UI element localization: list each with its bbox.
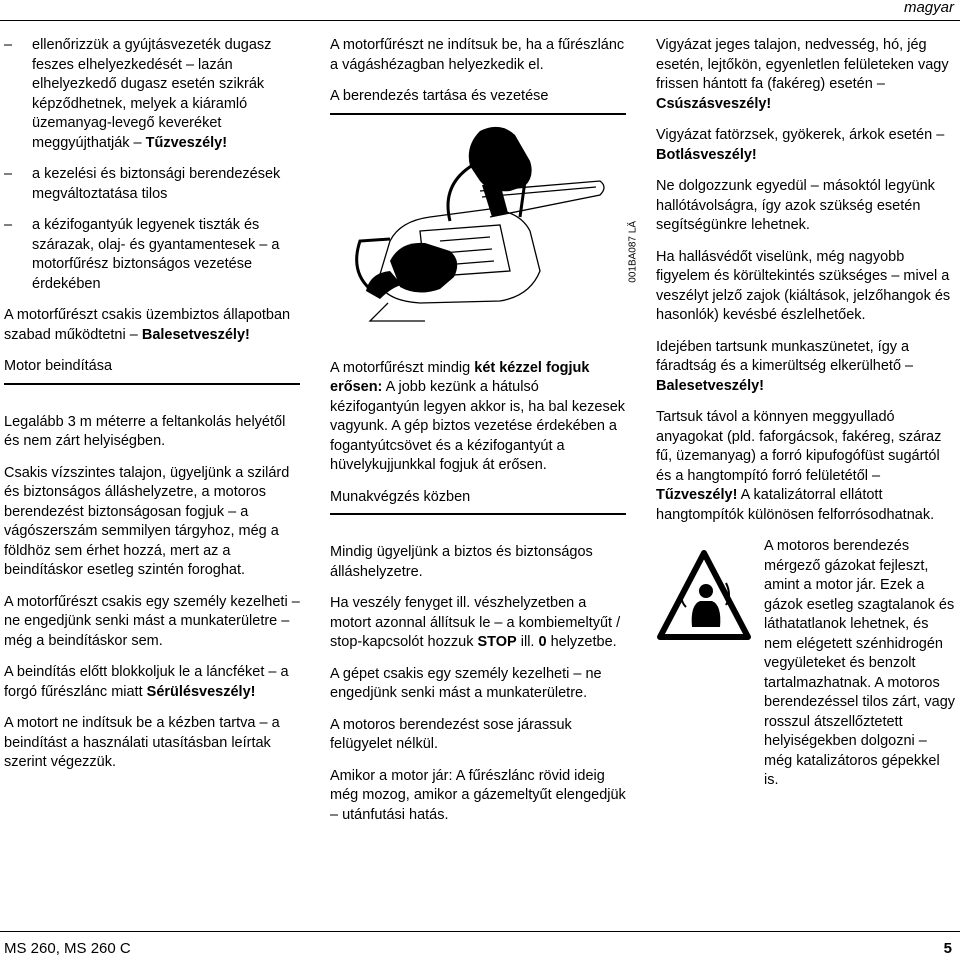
- paragraph-gas: A motoros berendezés mérgező gázokat fejleszt, amint a motor jár. Ezek a gázok esetleg szagtalanok és láthatatlanok lehetnek, és nem elégetett szénhidrogén vegyületeket és benzolt tartalmazhatnak. A motoros berendezéssel tilos zárt, vagy rosszul átszellőztetett helyiségekben dolgozni – még katalizátoros gépekkel is.: [764, 538, 956, 788]
- paragraph-fire: [656, 408, 956, 525]
- toxic-gas-warning-icon: [656, 547, 752, 647]
- chainsaw-illustration-svg: [330, 121, 610, 345]
- paragraph-no-start: A motorfűrészt ne indítsuk be, ha a fűrészlánc a vágáshézagban helyezkedik el.: [330, 37, 625, 73]
- paragraph-brake: [4, 663, 300, 702]
- paragraph-ice: [656, 36, 956, 114]
- paragraph-danger: [330, 594, 626, 653]
- section-heading-start: Motor beindítása: [4, 357, 300, 385]
- paragraph-idle: Amikor a motor jár: A fűrészlánc rövid ideig még mozog, amikor a gázemeltyűt elengedjük – utánfutási hatás.: [330, 767, 626, 823]
- paragraph-text: A motorfűrészt mindig: [330, 359, 475, 376]
- fire-warning: Tűzveszély!: [656, 487, 738, 503]
- paragraph-text: A beindítás előtt blokkoljuk le a láncféket – a forgó fűrészlánc miatt: [4, 664, 289, 700]
- paragraph-text: helyzetbe.: [546, 634, 617, 650]
- list-item-text: ellenőrizzük a gyújtásvezeték dugasz feszes elhelyezkedését – lazán elhelyezkedő dugasz esetén szikrák képződhetnek, melyek a kiáramló üzemanyag-levegő keveréket meggyújthatják –: [32, 37, 272, 151]
- paragraph-alone: Ne dolgozzunk egyedül – másoktól legyünk hallótávolságra, így azok szükség esetén segítségünkre lehetnek.: [656, 178, 935, 233]
- toxic-gas-block: [656, 537, 956, 791]
- footer-rule: [0, 931, 960, 932]
- figure-code: 001BA087 LÄ: [628, 220, 639, 283]
- column-2: [330, 36, 639, 837]
- paragraph-text: A motorfűrészt csakis üzembiztos állapotban szabad működtetni –: [4, 307, 291, 343]
- header-rule: [0, 20, 960, 21]
- injury-warning: Sérülésveszély!: [146, 683, 256, 700]
- paragraph-one-person: A motorfűrészt csakis egy személy kezelheti – ne engedjünk senki mást a munkaterületre – még a beindításkor sem.: [4, 593, 300, 649]
- accident-warning: Balesetveszély!: [656, 377, 765, 394]
- paragraph-distance: Legalább 3 m méterre a feltankolás helyétől és nem zárt helyiségben.: [4, 413, 286, 449]
- accident-warning: Balesetveszély!: [141, 326, 250, 343]
- trip-warning: Botlásveszély!: [656, 146, 757, 163]
- paragraph-unattended: A motoros berendezést sose járassuk felügyelet nélkül.: [330, 716, 572, 752]
- paragraph-text: Vigyázat fatörzsek, gyökerek, árkok esetén –: [656, 127, 945, 143]
- paragraph-trunks: [656, 126, 956, 165]
- column-1: [4, 36, 300, 785]
- chainsaw-hands-illustration: [330, 121, 639, 345]
- paragraph-text: Vigyázat jeges talajon, nedvesség, hó, jég esetén, lejtőkön, egyenletlen felületeken vagy frissen hántott fa (fakéreg) esetén –: [656, 37, 949, 92]
- paragraph-hold: [330, 359, 626, 476]
- paragraph-text: Tartsuk távol a könnyen meggyulladó anyagokat (pld. faforgácsok, fakéreg, száraz fű, üzemanyag) a forró kipufogófüst sugártól és a hangtompító forró felületétől –: [656, 409, 942, 484]
- list-item: [4, 165, 300, 204]
- paragraph-bold-text: két kézzel fogjuk erősen:: [330, 359, 590, 395]
- paragraph-text: Idejében tartsunk munkaszünetet, így a fáradtság és a kimerültség elkerülhető –: [656, 338, 914, 374]
- language-label: magyar: [903, 0, 954, 16]
- section-heading-work: Munakvégzés közben: [330, 488, 626, 516]
- section-heading-hold: A berendezés tartása és vezetése: [330, 87, 626, 115]
- paragraph-stance: Csakis vízszintes talajon, ügyeljünk a szilárd és biztonságos álláshelyzetre, a motoros berendezést biztonságosan fogjuk – a vágószerszám semmilyen tárgyhoz, még a földhöz sem érhet hozzá, mert az a beindításkor esetleg szintén foroghat.: [4, 464, 290, 578]
- zero-label: 0: [538, 634, 547, 650]
- paragraph-text: ill.: [516, 634, 539, 650]
- list-item: [4, 216, 300, 294]
- model-label: MS 260, MS 260 C: [4, 939, 131, 957]
- paragraph-one-person: A gépet csakis egy személy kezelheti – ne engedjünk senki mást a munkaterületre.: [330, 665, 602, 701]
- list-item-text: a kezelési és biztonsági berendezések megváltoztatása tilos: [32, 166, 281, 202]
- paragraph-stance: Mindig ügyeljünk a biztos és biztonságos álláshelyzetre.: [330, 544, 593, 580]
- list-item-text: a kézifogantyúk legyenek tiszták és szárazak, olaj- és gyantamentesek – a motorfűrész biztonságos vezetése érdekében: [32, 217, 280, 292]
- fire-warning: Tűzveszély!: [145, 134, 228, 151]
- paragraph-text: A katalizátorral ellátott hangtompítók különösen felforrósodhatnak.: [656, 487, 935, 523]
- list-item: [4, 36, 300, 153]
- stop-label: STOP: [477, 634, 517, 650]
- paragraph-manual: A motort ne indítsuk be a kézben tartva – a beindítást a használati utasításban leírtak szerint végezzük.: [4, 715, 280, 770]
- slip-warning: Csúszásveszély!: [656, 95, 772, 112]
- paragraph-breaks: [656, 338, 956, 397]
- paragraph-text: Ha veszély fenyget ill. vészhelyzetben a motort azonnal állítsuk le – a kombiemeltyűt / stop-kapcsolót hozzuk: [330, 595, 621, 650]
- paragraph-ear: Ha hallásvédőt viselünk, még nagyobb figyelem és körültekintés szükséges – mivel a veszélyt jelző zajok (kiáltások, jelzőhangok és hasonlók) kevésbé észlelhetőek.: [656, 248, 951, 323]
- paragraph-operate: [4, 306, 300, 345]
- paragraph-text: A jobb kezünk a hátulsó kézifogantyún legyen akkor is, ha bal kezesek vagyunk. A gép biztos vezetése érdekében a fogantyútcsövet és a kézifogantyút a hüvelykujjunkkal fogjuk át erősen.: [330, 379, 626, 473]
- page-number: 5: [943, 939, 952, 957]
- column-3: [656, 36, 956, 803]
